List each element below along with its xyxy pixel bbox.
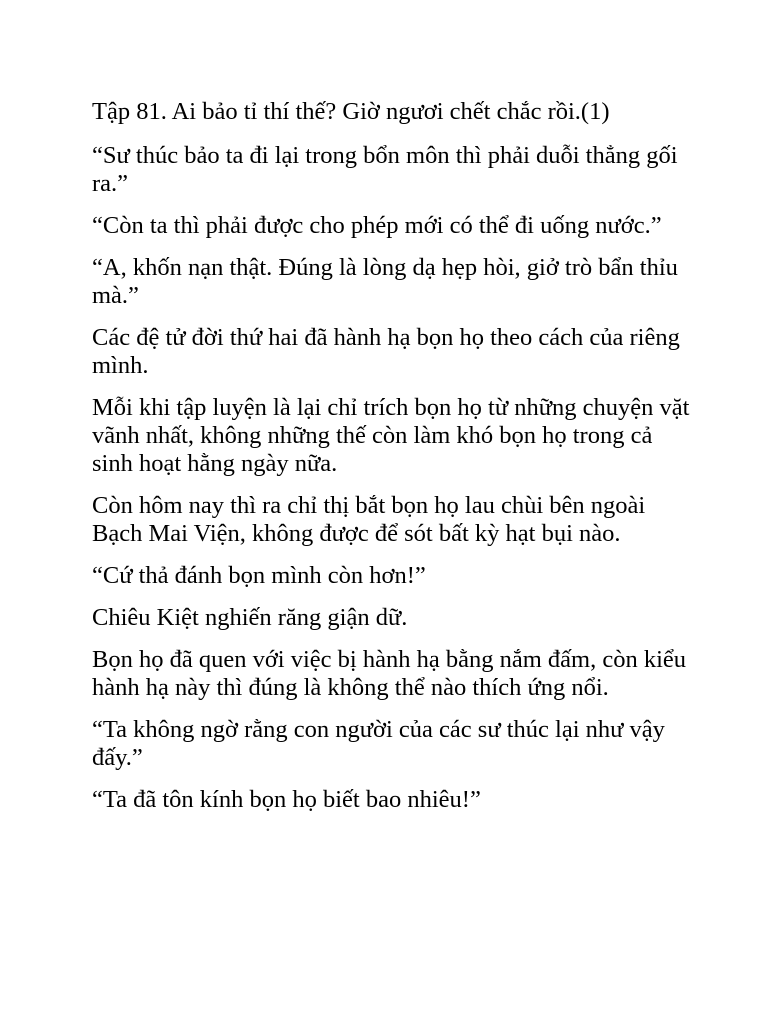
paragraph-10: “Ta không ngờ rằng con người của các sư thúc lại như vậy đấy.” <box>92 716 665 771</box>
paragraph-7: “Cứ thả đánh bọn mình còn hơn!” <box>92 562 426 589</box>
chapter-title: Tập 81. Ai bảo tỉ thí thế? Giờ ngươi chết chắc rồi.(1) <box>92 98 610 125</box>
paragraph-6: Còn hôm nay thì ra chỉ thị bắt bọn họ lau chùi bên ngoài Bạch Mai Viện, không được để sót bất kỳ hạt bụi nào. <box>92 492 646 547</box>
paragraph-1: “Sư thúc bảo ta đi lại trong bổn môn thì phải duỗi thẳng gối ra.” <box>92 142 678 197</box>
paragraph-8: Chiêu Kiệt nghiến răng giận dữ. <box>92 604 408 631</box>
document-body <box>92 98 692 828</box>
paragraph-9: Bọn họ đã quen với việc bị hành hạ bằng nắm đấm, còn kiểu hành hạ này thì đúng là không thể nào thích ứng nổi. <box>92 646 687 701</box>
paragraph-5: Mỗi khi tập luyện là lại chỉ trích bọn họ từ những chuyện vặt vãnh nhất, không những thế còn làm khó bọn họ trong cả sinh hoạt hằng ngày nữa. <box>92 394 690 477</box>
paragraph-4: Các đệ tử đời thứ hai đã hành hạ bọn họ theo cách của riêng mình. <box>92 324 680 379</box>
paragraph-3: “A, khốn nạn thật. Đúng là lòng dạ hẹp hòi, giở trò bẩn thỉu mà.” <box>92 254 678 309</box>
paragraph-2: “Còn ta thì phải được cho phép mới có thể đi uống nước.” <box>92 212 662 239</box>
paragraph-11: “Ta đã tôn kính bọn họ biết bao nhiêu!” <box>92 786 481 813</box>
